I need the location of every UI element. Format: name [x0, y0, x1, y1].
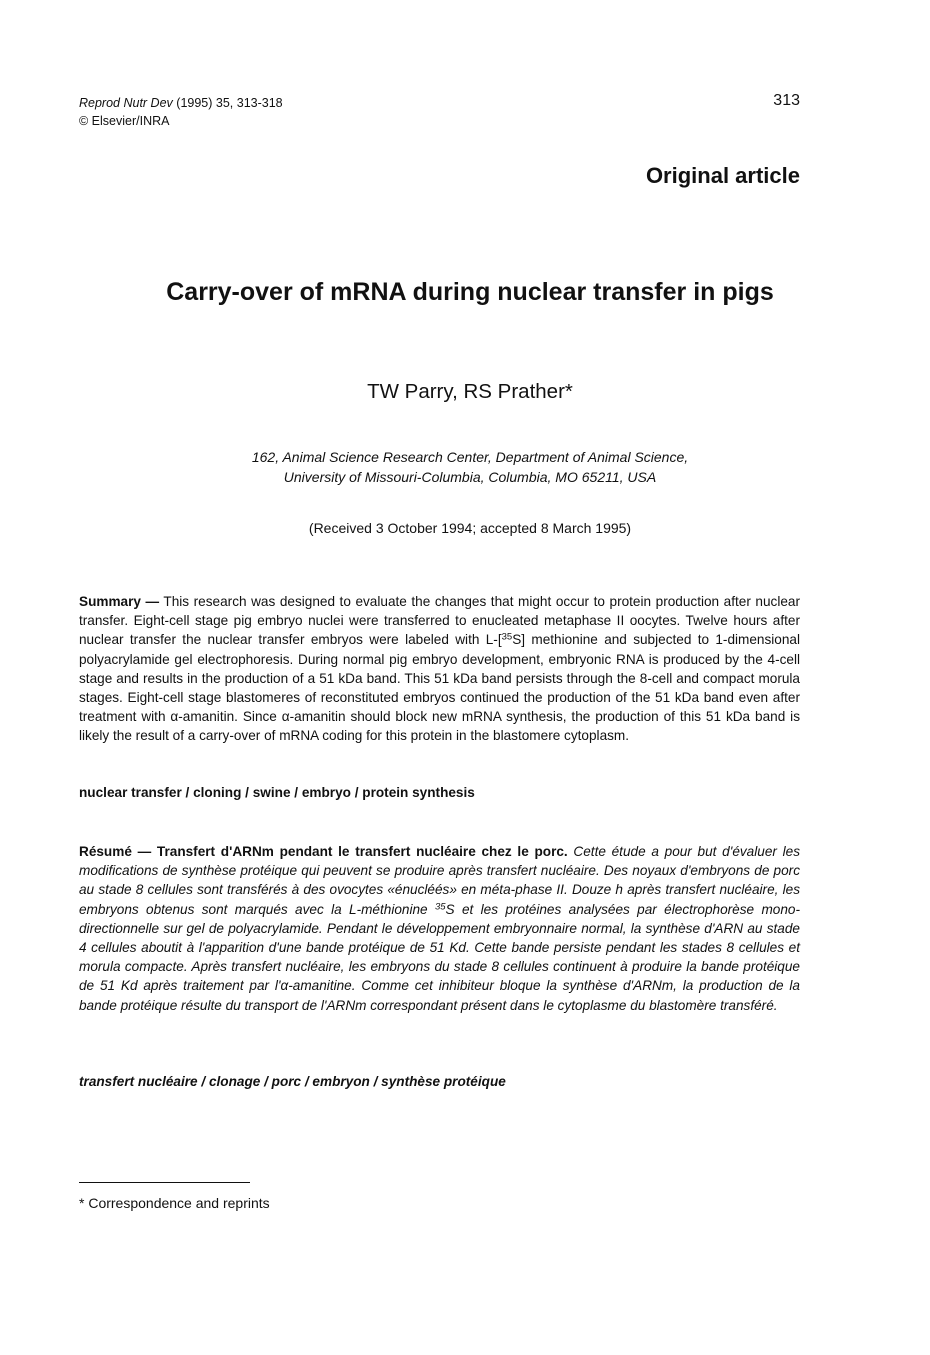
- resume-paragraph: [79, 842, 800, 1015]
- journal-citation: [79, 94, 283, 130]
- summary-text: This research was designed to evaluate the changes that might occur to protein production after nuclear transfer. Eight-cell stage pig embryo nuclei were transferred to enucleated metaphase II oocytes. Twelve hours after nuclear transfer the nuclear transfer embryos were labeled with: [79, 594, 801, 648]
- summary-label: Summary —: [79, 594, 160, 609]
- isotope-mass: 35: [501, 632, 513, 644]
- affiliation: [0, 447, 930, 487]
- isotope-close: S]: [512, 632, 526, 648]
- l-prefix: L: [485, 632, 494, 648]
- resume-label: Résumé — Transfert d'ARNm pendant le transfert nucléaire chez le porc.: [79, 844, 568, 859]
- publisher: © Elsevier/INRA: [79, 114, 170, 128]
- resume-text: S et les protéines analysées par électrophorèse mono-directionnelle sur gel de polyacrylamide. Pendant le développement embryonnaire normal, la synthèse d'ARN au stade 4 cellules aboutit à l'apparition d'une bande protéique de 51 Kd. Cette bande persiste pendant les stades 8 cellules et morula compacte. Après transfert nucléaire, les embryons du stade 8 cellules continuent à produire la bande protéique de 51 Kd après traitement par l'α-amanitine. Comme cet inhibiteur bloque la synthèse d'ARNm, la production de la bande protéique résulte du transport de l'ARNm correspondant présent dans le cytoplasme du blastomère transféré.: [79, 901, 800, 1013]
- received-dates: (Received 3 October 1994; accepted 8 March 1995): [308, 520, 632, 536]
- article-title: Carry-over of mRNA during nuclear transfer in pigs: [166, 278, 774, 306]
- affiliation-line: 162, Animal Science Research Center, Department of Animal Science,: [251, 449, 689, 465]
- journal-line: [79, 94, 283, 112]
- summary-paragraph: [79, 592, 800, 746]
- journal-name: Reprod Nutr Dev: [79, 96, 173, 110]
- affiliation-line: University of Missouri-Columbia, Columbia, MO 65211, USA: [283, 469, 657, 485]
- keywords-french: transfert nucléaire / clonage / porc / embryon / synthèse protéique: [79, 1074, 506, 1089]
- footnote-divider: [79, 1182, 250, 1183]
- journal-volume: (1995) 35, 313-318: [176, 96, 283, 110]
- authors: TW Parry, RS Prather*: [367, 380, 573, 403]
- l-prefix: L: [349, 901, 357, 917]
- resume-text: Cette étude a pour but d'évaluer les modifications de synthèse protéique qui peuvent se produire après transfert nucléaire. Des noyaux d'embryons de porc au stade 8 cellules sont transférés à des ovocytes «énucléés» en méta-phase II. Douze h après transfert nucléaire, les embryons obtenus sont marqués avec la: [79, 844, 800, 917]
- page-number: 313: [773, 92, 800, 109]
- resume-text: -méthionine: [356, 901, 435, 917]
- section-heading: Original article: [645, 163, 800, 188]
- footnote: * Correspondence and reprints: [79, 1195, 270, 1211]
- isotope-mass: 35: [434, 901, 446, 913]
- keywords-english: nuclear transfer / cloning / swine / embryo / protein synthesis: [79, 785, 475, 800]
- summary-text: methionine and subjected to 1-dimensional polyacrylamide gel electrophoresis. During normal pig embryo development, embryonic RNA is produced by the 4-cell stage and results in the production of a 51 kDa band. This 51 kDa band persists through the 8-cell and compact morula stages. Eight-cell stage blastomeres of reconstituted embryos continued the production of the 51 kDa band even after treatment with α-amanitin. Since α-amanitin should block new mRNA synthesis, the production of this 51 kDa band is likely the result of a carry-over of mRNA coding for this protein in the blastomere cytoplasm.: [79, 632, 800, 744]
- isotope-open: -[: [493, 632, 502, 648]
